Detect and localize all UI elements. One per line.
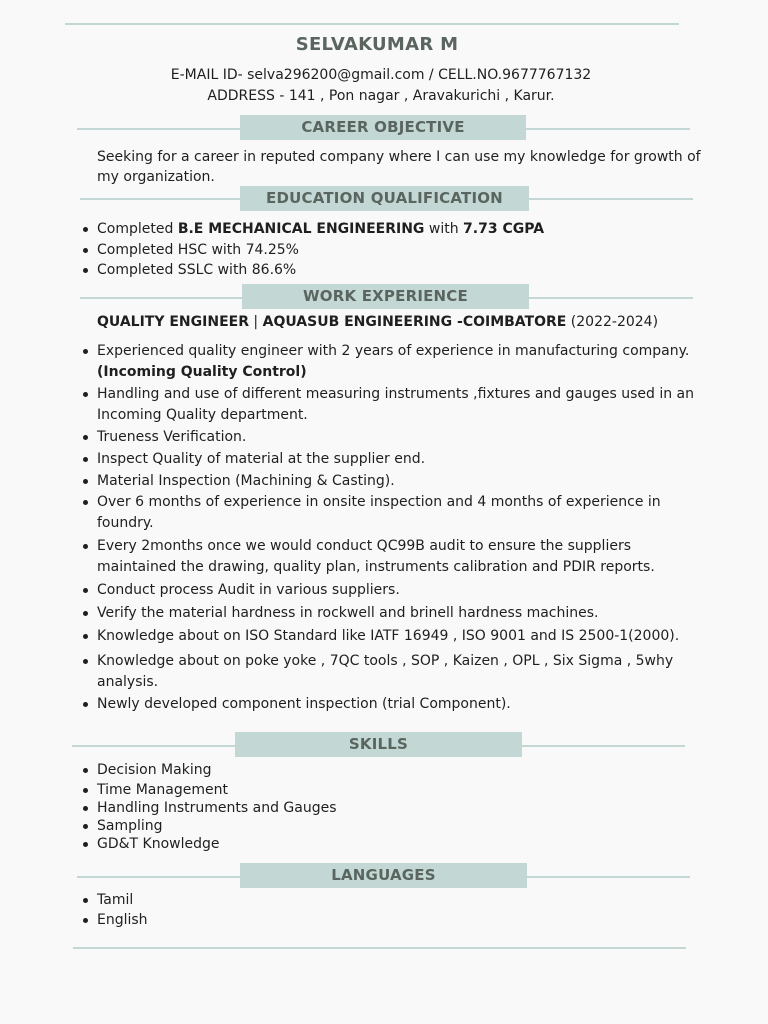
- education-item: Completed HSC with 74.25%: [97, 240, 712, 261]
- work-item: Inspect Quality of material at the supplier end.: [97, 449, 712, 470]
- work-item-text: Experienced quality engineer with 2 years of experience in manufacturing company.: [97, 343, 690, 359]
- work-item: Handling and use of different measuring instruments ,fixtures and gauges used in an Incoming Quality department.: [97, 384, 712, 426]
- education-heading: EDUCATION QUALIFICATION: [240, 186, 529, 211]
- job-title-line: [97, 312, 707, 332]
- job-period: (2022-2024): [566, 314, 659, 330]
- address-info: ADDRESS - 141 , Pon nagar , Aravakurichi , Karur.: [207, 88, 555, 104]
- work-item: Knowledge about on poke yoke , 7QC tools , SOP , Kaizen , OPL , Six Sigma , 5why analysis.: [97, 651, 712, 693]
- job-company: AQUASUB ENGINEERING -COIMBATORE: [262, 314, 567, 330]
- bottom-divider: [73, 947, 686, 949]
- education-item-text: with: [424, 221, 464, 237]
- work-item: Verify the material hardness in rockwell and brinell hardness machines.: [97, 603, 712, 624]
- contact-info: E-MAIL ID- selva296200@gmail.com / CELL.NO.9677767132: [170, 67, 592, 83]
- top-divider: [65, 23, 679, 25]
- career-objective-text: Seeking for a career in reputed company where I can use my knowledge for growth of my organization.: [97, 149, 701, 185]
- skill-item: GD&T Knowledge: [97, 834, 712, 854]
- work-item: Knowledge about on ISO Standard like IATF 16949 , ISO 9001 and IS 2500-1(2000).: [97, 626, 712, 647]
- skill-item: Time Management: [97, 780, 712, 800]
- education-item: [97, 219, 712, 240]
- candidate-name: SELVAKUMAR M: [295, 34, 459, 55]
- work-item: Material Inspection (Machining & Casting).: [97, 471, 712, 492]
- language-item: English: [97, 910, 712, 931]
- skill-item: Sampling: [97, 816, 712, 836]
- work-item-emphasis: (Incoming Quality Control): [97, 364, 307, 380]
- degree-name: B.E MECHANICAL ENGINEERING: [177, 221, 425, 237]
- work-item: [97, 341, 712, 383]
- skills-heading: SKILLS: [235, 732, 522, 757]
- skill-item: Decision Making: [97, 760, 712, 780]
- degree-cgpa: 7.73 CGPA: [463, 221, 545, 237]
- work-item: Trueness Verification.: [97, 427, 712, 448]
- work-item: Conduct process Audit in various suppliers.: [97, 580, 712, 601]
- language-item: Tamil: [97, 890, 712, 911]
- work-experience-heading: WORK EXPERIENCE: [242, 284, 529, 309]
- work-item: Newly developed component inspection (trial Component).: [97, 694, 712, 715]
- work-item: Over 6 months of experience in onsite inspection and 4 months of experience in foundry.: [97, 492, 712, 534]
- job-separator: |: [248, 314, 263, 330]
- education-item-text: Completed: [97, 221, 178, 237]
- skill-item: Handling Instruments and Gauges: [97, 798, 712, 818]
- work-item: Every 2months once we would conduct QC99B audit to ensure the suppliers maintained the drawing, quality plan, instruments calibration and PDIR reports.: [97, 536, 712, 578]
- education-item: Completed SSLC with 86.6%: [97, 260, 712, 281]
- job-role: QUALITY ENGINEER: [97, 314, 249, 330]
- career-objective-heading: CAREER OBJECTIVE: [240, 115, 526, 140]
- languages-heading: LANGUAGES: [240, 863, 527, 888]
